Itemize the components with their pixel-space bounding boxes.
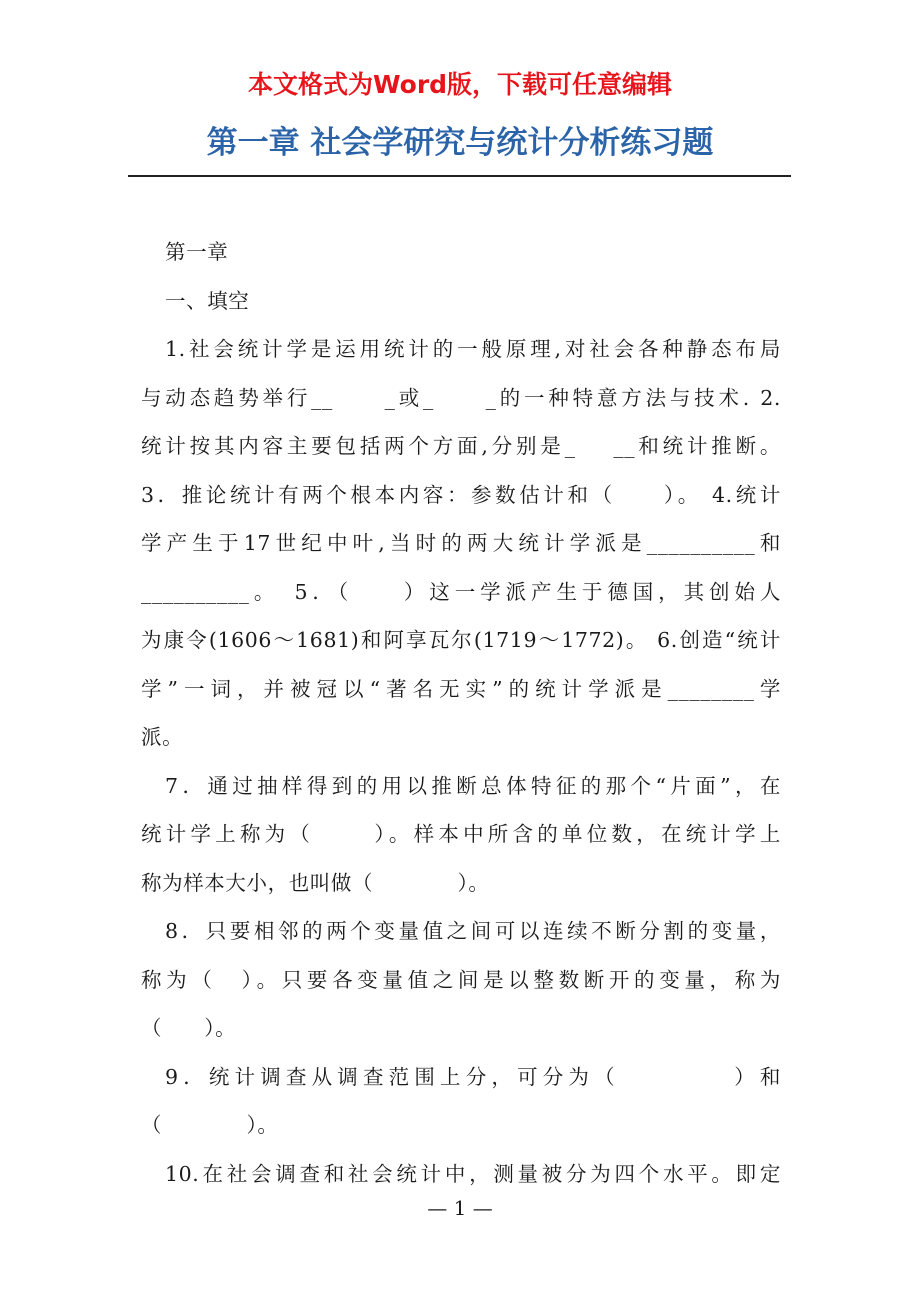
text-line: 10.在社会调查和社会统计中，测量被分为四个水平。即定: [165, 1161, 781, 1186]
text-line: 3．推论统计有两个根本内容：参数估计和（ ）。 4.统计: [141, 482, 781, 507]
page-number: — 1 —: [427, 1196, 493, 1220]
text-line: 称为样本大小，也叫做（ ）。: [141, 870, 490, 895]
text-line: 称为（ ）。只要各变量值之间是以整数断开的变量，称为: [141, 967, 781, 992]
section-heading: 一、填空: [165, 288, 250, 313]
text-line: 9．统计调查从调查范围上分，可分为（ ）和: [165, 1064, 781, 1089]
document-body: [141, 228, 781, 1198]
document-title: 第一章 社会学研究与统计分析练习题: [206, 125, 714, 161]
text-line: 8．只要相邻的两个变量值之间可以连续不断分割的变量，: [165, 919, 781, 943]
text-line: 为康令(1606～1681)和阿享瓦尔(1719～1772)。 6.创造“统计: [141, 628, 781, 652]
title-underline: [128, 175, 791, 177]
text-line: 学”一词，并被冠以“著名无实”的统计学派是________学: [141, 676, 781, 701]
text-line: 7．通过抽样得到的用以推断总体特征的那个“片面”，在: [165, 773, 781, 798]
text-line: 1.社会统计学是运用统计的一般原理,对社会各种静态布局: [165, 337, 781, 361]
text-line: （ ）。: [141, 1016, 237, 1040]
edit-notice-banner: 本文格式为Word版，下载可任意编辑: [247, 70, 673, 99]
text-line: 统计学上称为（ ）。样本中所含的单位数，在统计学上: [141, 822, 781, 846]
text-line: __________。 5．（ ）这一学派产生于德国，其创始人: [141, 579, 781, 604]
text-line: 统计按其内容主要包括两个方面,分别是_ __和统计推断。: [141, 434, 781, 458]
text-line: 与动态趋势举行__ _或_ _的一种特意方法与技术. 2.: [141, 385, 781, 410]
text-line: 派。: [141, 725, 184, 749]
text-line: （ ）。: [141, 1113, 279, 1137]
chapter-heading: 第一章: [165, 240, 229, 264]
text-line: 学产生于17世纪中叶,当时的两大统计学派是__________和: [141, 531, 781, 555]
